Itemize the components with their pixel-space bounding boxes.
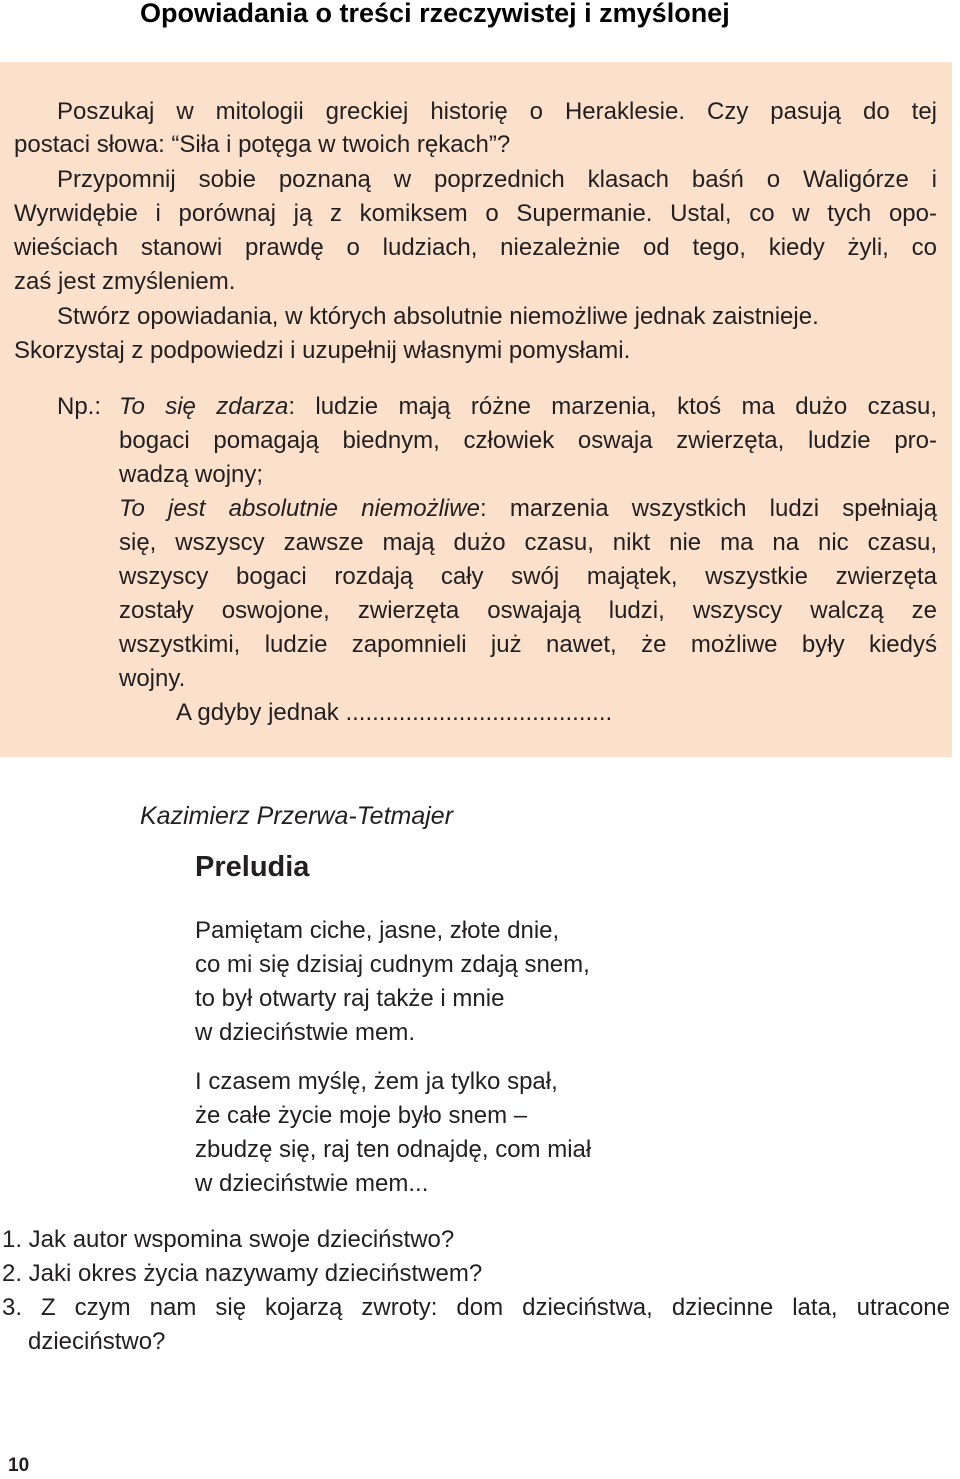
task-line: zaś jest zmyśleniem.: [14, 268, 236, 295]
poem-verse: że całe życie moje było snem –: [195, 1102, 528, 1129]
example-italic: To jest absolutnie niemożliwe: [119, 495, 480, 522]
task-line: postaci słowa: “Siła i potęga w twoich rękach”?: [14, 131, 511, 158]
poem-verse: I czasem myślę, żem ja tylko spał,: [195, 1068, 558, 1095]
page-number: 10: [8, 1455, 30, 1476]
task-line: Wyrwidębie i porównaj ją z komiksem o Supermanie. Ustal, co w tych opo-: [14, 200, 937, 227]
question-item: dzieciństwo?: [28, 1328, 166, 1355]
example-line: bogaci pomagają biednym, człowiek oswaja zwierzęta, ludzie pro-: [119, 427, 937, 454]
task-line: Skorzystaj z podpowiedzi i uzupełnij własnymi pomysłami.: [14, 337, 631, 364]
question-item: 1. Jak autor wspomina swoje dzieciństwo?: [2, 1226, 455, 1253]
example-text: : ludzie mają różne marzenia, ktoś ma dużo czasu,: [288, 393, 937, 420]
example-italic: To się zdarza: [119, 393, 289, 420]
example-prefix: Np.:: [57, 393, 102, 420]
example-line: A gdyby jednak ........................................: [176, 699, 613, 726]
poem-title: Preludia: [195, 851, 310, 883]
question-item: 3. Z czym nam się kojarzą zwroty: dom dzieciństwa, dziecinne lata, utracone: [2, 1294, 950, 1321]
question-item: 2. Jaki okres życia nazywamy dzieciństwem?: [2, 1260, 483, 1287]
example-line: zostały oswojone, zwierzęta oswajają ludzi, wszyscy walczą ze: [119, 597, 937, 624]
example-line: wszystkimi, ludzie zapomnieli już nawet, że możliwe były kiedyś: [119, 631, 937, 658]
example-line: się, wszyscy zawsze mają dużo czasu, nikt nie ma na nic czasu,: [119, 529, 937, 556]
task-line: Poszukaj w mitologii greckiej historię o Heraklesie. Czy pasują do tej: [57, 98, 937, 125]
task-line: Stwórz opowiadania, w których absolutnie niemożliwe jednak zaistnieje.: [57, 303, 819, 330]
poem-verse: Pamiętam ciche, jasne, złote dnie,: [195, 917, 560, 944]
poem-author: Kazimierz Przerwa-Tetmajer: [140, 802, 454, 830]
poem-verse: w dzieciństwie mem.: [195, 1019, 416, 1046]
poem-verse: co mi się dzisiaj cudnym zdają snem,: [195, 951, 590, 978]
task-line: Przypomnij sobie poznaną w poprzednich klasach baśń o Waligórze i: [57, 166, 937, 193]
task-line: wieściach stanowi prawdę o ludziach, niezależnie od tego, kiedy żyli, co: [14, 234, 937, 261]
example-line: wadzą wojny;: [119, 461, 264, 488]
poem-verse: zbudzę się, raj ten odnajdę, com miał: [195, 1136, 592, 1163]
example-line: [119, 390, 937, 424]
poem-verse: w dzieciństwie mem...: [195, 1170, 429, 1197]
example-line: wojny.: [119, 665, 186, 692]
example-text: : marzenia wszystkich ludzi spełniają: [479, 495, 937, 522]
example-line: [119, 492, 937, 526]
example-line: wszyscy bogaci rozdają cały swój majątek, wszystkie zwierzęta: [119, 563, 937, 590]
poem-verse: to był otwarty raj także i mnie: [195, 985, 505, 1012]
page-title: Opowiadania o treści rzeczywistej i zmyślonej: [140, 0, 730, 28]
